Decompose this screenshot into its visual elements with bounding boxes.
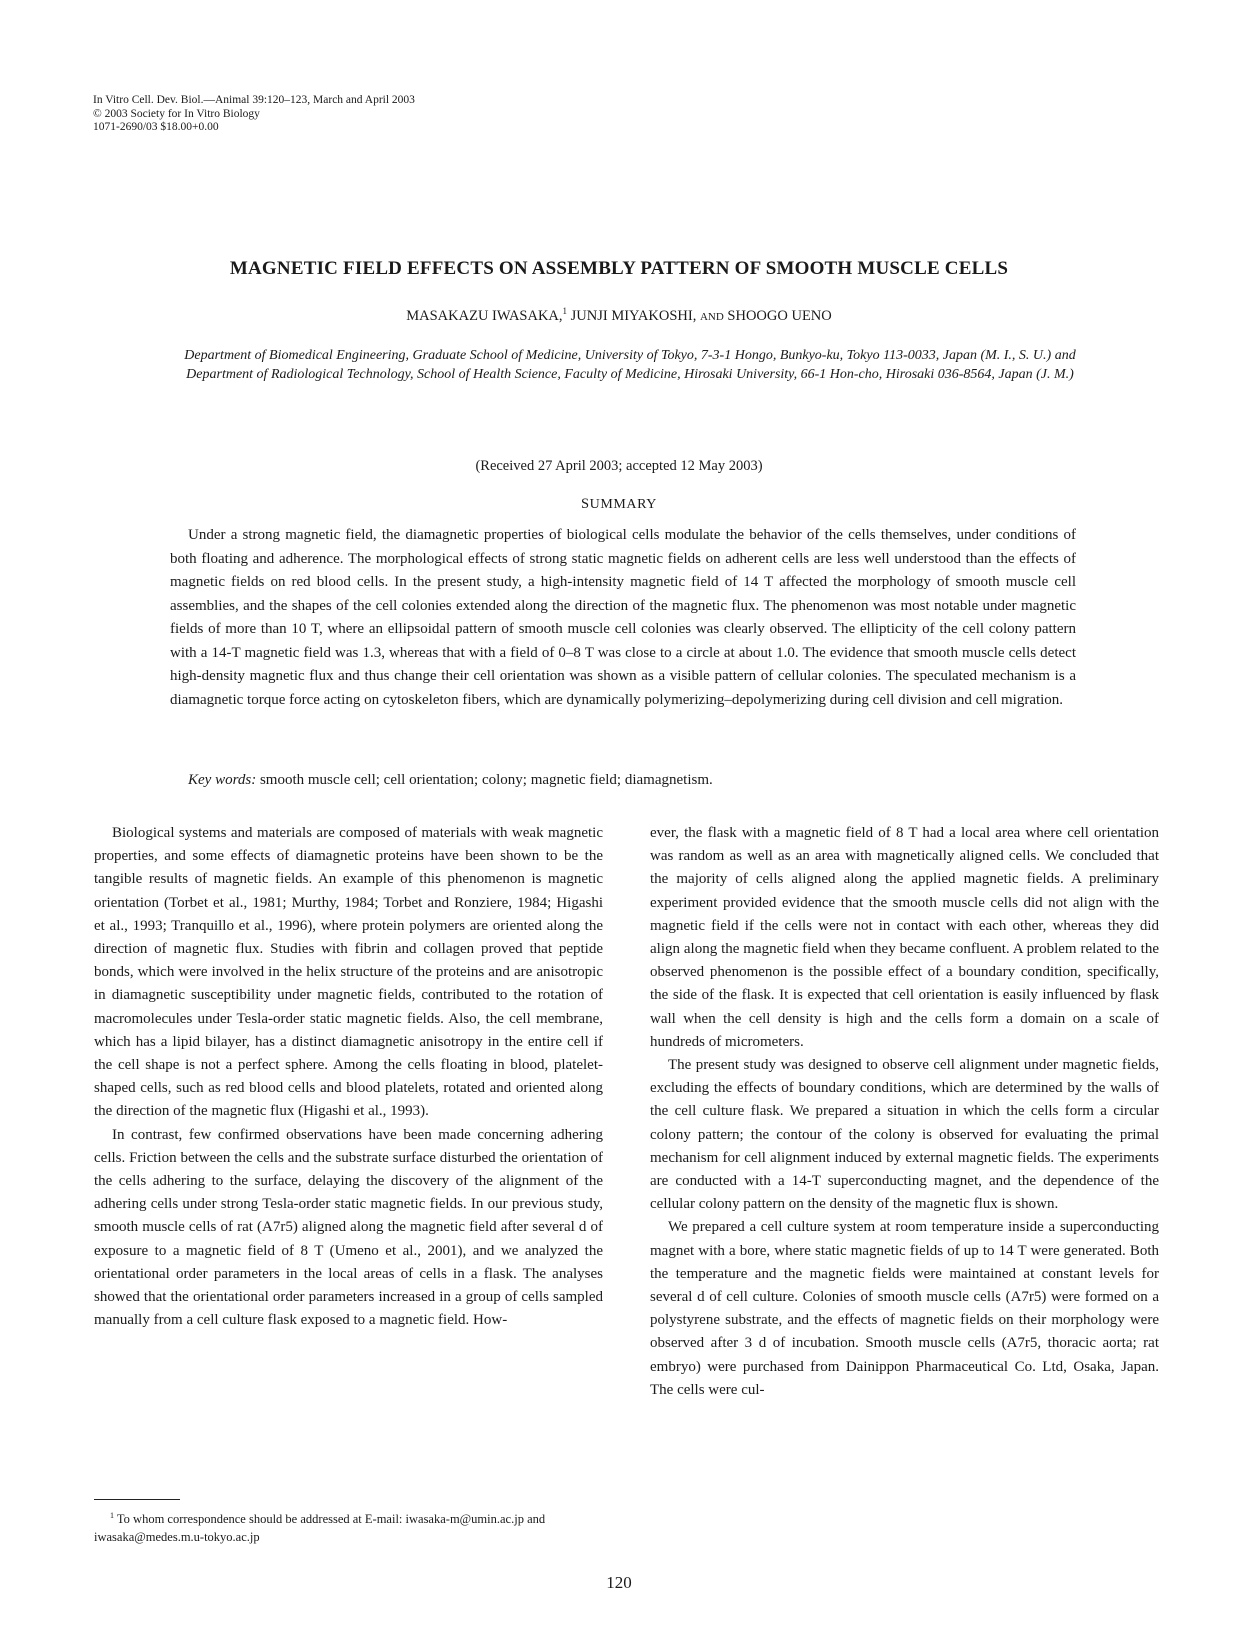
keywords-line (170, 772, 1076, 789)
copyright-line: © 2003 Society for In Vitro Biology (93, 107, 260, 120)
correspondence-footnote (94, 1507, 603, 1546)
body-paragraph: The present study was designed to observe cell alignment under magnetic fields, excluding the effects of boundary conditions, which are determined by the walls of the cell culture flask. We prepared a situation in which the cells form a circular colony pattern; the contour of the colony is observed for evaluating the primal mechanism for cell alignment induced by external magnetic fields. The experiments are conducted with a 14-T superconducting magnet, and the dependence of the cellular colony pattern on the density of the magnetic flux is shown. (650, 1057, 1159, 1213)
keywords-label: Key words: (188, 772, 257, 788)
body-paragraph: In contrast, few confirmed observations have been made concerning adhering cells. Friction between the cells and the substrate surface disturbed the orientation of the cells adhering to the surface, delaying the discovery of the alignment of the adhering cells under strong Tesla-order static magnetic fields. In our previous study, smooth muscle cells of rat (A7r5) aligned along the magnetic field after several d of exposure to a magnetic field of 8 T (Umeno et al., 2001), and we analyzed the orientational order parameters in the local areas of cells in a flask. The analyses showed that the orientational order parameters increased in a group of cells sampled manually from a cell culture flask exposed to a magnetic field. How- (94, 1126, 603, 1329)
body-column-left (94, 822, 603, 1332)
author-conjunction: AND (699, 310, 724, 323)
footnote-text: To whom correspondence should be addressed at E-mail: iwasaka-m@umin.ac.jp and iwasaka@medes.m.u-tokyo.ac.jp (94, 1512, 546, 1545)
author-name: MASAKAZU IWASAKA, (406, 307, 563, 324)
author-name: SHOOGO UENO (723, 307, 832, 324)
summary-heading (0, 496, 1238, 513)
page-number: 120 (606, 1573, 632, 1592)
author-affiliation: Department of Biomedical Engineering, Graduate School of Medicine, University of Tokyo, 7-3-1 Hongo, Bunkyo-ku, Tokyo 113-0033, Japan (M. I., S. U.) and Department of Radiological Technology, School of Health Science, Faculty of Medicine, Hirosaki University, 66-1 Hon-cho, Hirosaki 036-8564, Japan (J. M.) (184, 348, 1076, 382)
article-title: MAGNETIC FIELD EFFECTS ON ASSEMBLY PATTERN OF SMOOTH MUSCLE CELLS (229, 258, 1009, 279)
body-paragraph: ever, the flask with a magnetic field of 8 T had a local area where cell orientation was random as well as an area with magnetically aligned cells. We concluded that the majority of cells aligned along the applied magnetic fields. A preliminary experiment provided evidence that the smooth muscle cells did not align with the magnetic field if the cells were not in contact with each other, whereas they did align along the magnetic field when they became confluent. A problem related to the observed phenomenon is the possible effect of a boundary condition, specifically, the side of the flask. It is expected that cell orientation is easily influenced by flask wall when the cell density is high and the cells form a domain on a scale of hundreds of micrometers. (650, 825, 1159, 1050)
journal-citation-line: In Vitro Cell. Dev. Biol.—Animal 39:120–123, March and April 2003 (93, 94, 415, 106)
author-footnote-mark: 1 (562, 306, 568, 316)
body-column-right (650, 822, 1159, 1402)
body-paragraph: We prepared a cell culture system at room temperature inside a superconducting magnet with a bore, where static magnetic fields of up to 14 T were generated. Both the temperature and the magnetic fields were maintained at constant levels for several d of cell culture. Colonies of smooth muscle cells (A7r5) were formed on a polystyrene substrate, and the effects of magnetic fields on their morphology were observed after 3 d of incubation. Smooth muscle cells (A7r5, thoracic aorta; rat embryo) were purchased from Dainippon Pharmaceutical Co. Ltd, Osaka, Japan. The cells were cul- (650, 1219, 1159, 1398)
keywords-text: smooth muscle cell; cell orientation; colony; magnetic field; diamagnetism. (256, 772, 713, 788)
journal-citation-header (93, 94, 415, 135)
body-paragraph: Biological systems and materials are composed of materials with weak magnetic properties, and some effects of diamagnetic proteins have been shown to be the tangible results of magnetic fields. An example of this phenomenon is magnetic orientation (Torbet et al., 1981; Murthy, 1984; Torbet and Ronziere, 1984; Higashi et al., 1993; Tranquillo et al., 1996), where protein polymers are oriented along the direction of magnetic flux. Studies with fibrin and collagen proved that peptide bonds, which were involved in the helix structure of the proteins and are anisotropic in diamagnetic susceptibility under magnetic fields, contributed to the rotation of macromolecules under Tesla-order static magnetic fields. Also, the cell membrane, which has a lipid bilayer, has a distinct diamagnetic anisotropy in the entire cell if the cell shape is not a perfect sphere. Among the cells floating in blood, platelet-shaped cells, such as red blood cells and blood platelets, rotated and oriented along the direction of the magnetic flux (Higashi et al., 1993). (94, 825, 603, 1120)
footnote-divider (94, 1499, 180, 1500)
author-list (0, 306, 1238, 325)
summary-heading-rest: UMMARY (589, 497, 658, 512)
summary-abstract: Under a strong magnetic field, the diamagnetic properties of biological cells modulate the behavior of the cells themselves, under conditions of both floating and adherence. The morphological effects of strong static magnetic fields on adherent cells are less well understood than the effects of magnetic fields on red blood cells. In the present study, a high-intensity magnetic field of 14 T affected the morphology of smooth muscle cell assemblies, and the shapes of the cell colonies extended along the direction of the magnetic flux. The phenomenon was most notable under magnetic fields of more than 10 T, where an ellipsoidal pattern of smooth muscle cell colonies was clearly observed. The ellipticity of the cell colony pattern with a 14-T magnetic field was 1.3, whereas that with a field of 0–8 T was close to a circle at about 1.0. The evidence that smooth muscle cells detect high-density magnetic flux and thus change their cell orientation was shown as a visible pattern of cellular colonies. The speculated mechanism is a diamagnetic torque force acting on cytoskeleton fibers, which are dynamically polymerizing–depolymerizing during cell division and cell migration. (170, 527, 1076, 708)
author-name: JUNJI MIYAKOSHI, (567, 307, 700, 324)
summary-heading-initial: S (580, 496, 590, 512)
footnote-mark: 1 (110, 1511, 114, 1520)
received-dates: (Received 27 April 2003; accepted 12 May 2003) (475, 458, 763, 474)
issn-price-line: 1071-2690/03 $18.00+0.00 (93, 121, 219, 133)
